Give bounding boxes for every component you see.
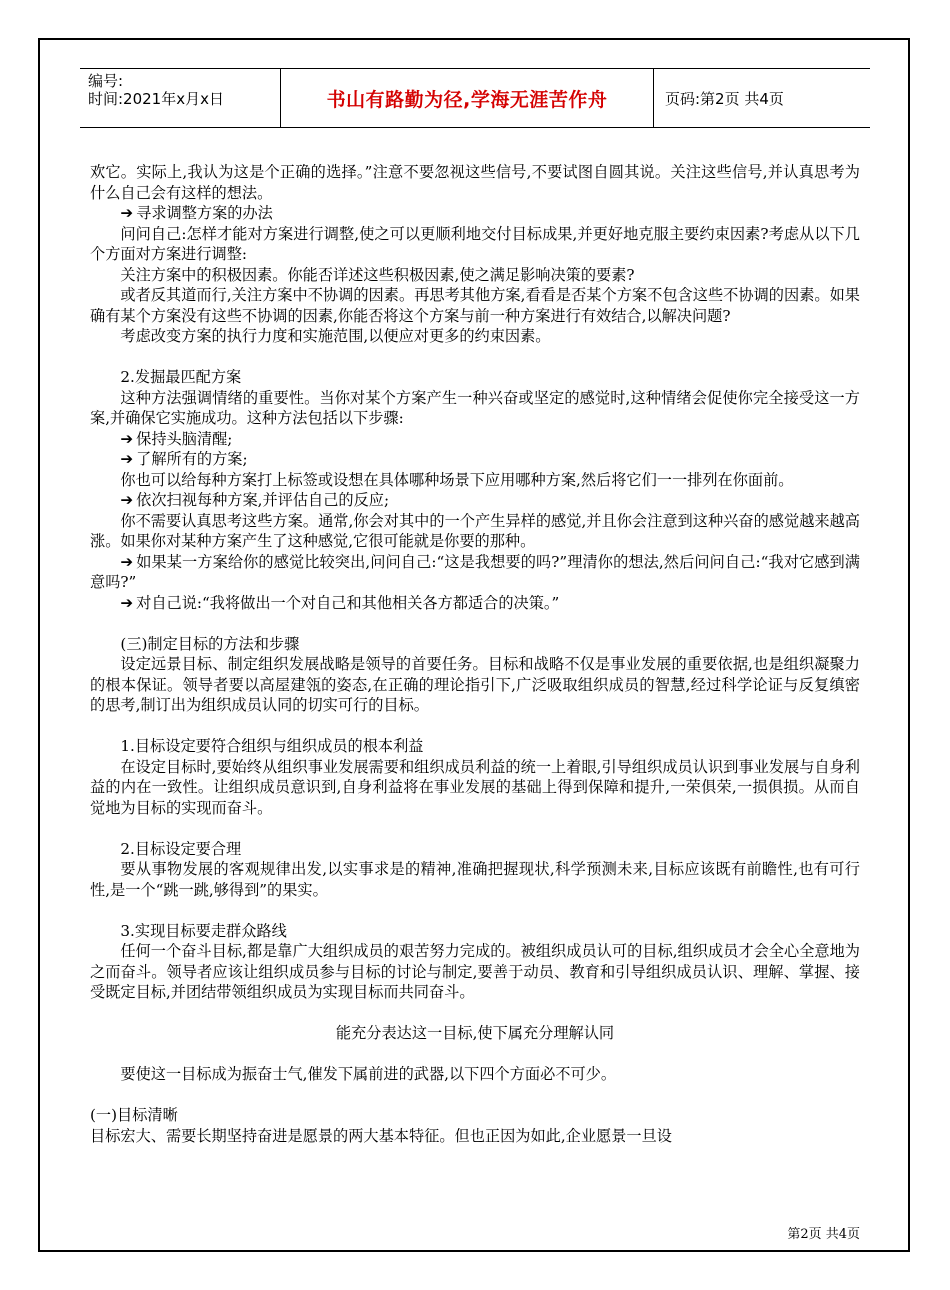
- document-body: [90, 162, 860, 1146]
- section-heading: 能充分表达这一目标,使下属充分理解认同: [335, 1024, 615, 1042]
- paragraph: 要从事物发展的客观规律出发,以实事求是的精神,准确把握现状,科学预测未来,目标应该既有前瞻性,也有可行性,是一个“跳一跳,够得到”的果实。: [90, 860, 860, 899]
- paragraph: 问问自己:怎样才能对方案进行调整,使之可以更顺利地交付目标成果,并更好地克服主要约束因素?考虑从以下几个方面对方案进行调整:: [90, 224, 860, 263]
- bullet-text: 了解所有的方案;: [136, 450, 248, 468]
- header-motto: 书山有路勤为径,学海无涯苦作舟: [280, 69, 654, 127]
- paragraph: 这种方法强调情绪的重要性。当你对某个方案产生一种兴奋或坚定的感觉时,这种情绪会促使你完全接受这一方案,并确保它实施成功。这种方法包括以下步骤:: [90, 388, 860, 427]
- paragraph-gap: [90, 613, 860, 634]
- paragraph: 关注方案中的积极因素。你能否详述这些积极因素,使之满足影响决策的要素?: [120, 265, 635, 284]
- number-label: 编号:: [88, 72, 124, 90]
- paragraph: 1.目标设定要符合组织与组织成员的根本利益: [120, 737, 424, 755]
- bullet-item: [90, 203, 860, 224]
- header-info: [88, 72, 224, 108]
- paragraph: 3.实现目标要走群众路线: [120, 921, 287, 940]
- paragraph: 考虑改变方案的执行力度和实施范围,以便应对更多的约束因素。: [120, 327, 551, 345]
- paragraph: 任何一个奋斗目标,都是靠广大组织成员的艰苦努力完成的。被组织成员认可的目标,组织成员才会全心全意地为之而奋斗。领导者应该让组织成员参与目标的讨论与制定,要善于动员、教育和引导组织成员认识、理解、掌握、接受既定目标,并团结带领组织成员为实现目标而共同奋斗。: [90, 942, 860, 1001]
- bullet-item: [90, 552, 860, 593]
- bullet-text: 保持头脑清醒;: [136, 429, 233, 448]
- bullet-text: 对自己说:“我将做出一个对自己和其他相关各方都适合的决策。”: [136, 593, 560, 612]
- bullet-text: 如果某一方案给你的感觉比较突出,问问自己:“这是我想要的吗?”理清你的想法,然后问问自己:“我对它感到满意吗?”: [90, 552, 860, 591]
- paragraph-gap: [90, 900, 860, 921]
- paragraph-gap: [90, 1085, 860, 1106]
- arrow-bullet-icon: ➔: [120, 593, 134, 612]
- paragraph: 在设定目标时,要始终从组织事业发展需要和组织成员利益的统一上着眼,引导组织成员认识到事业发展与自身利益的内在一致性。让组织成员意识到,自身利益将在事业发展的基础上得到保障和提升,一荣俱荣,一损俱损。从而自觉地为目标的实现而奋斗。: [90, 757, 860, 817]
- paragraph-gap: [90, 1044, 860, 1065]
- paragraph: 你不需要认真思考这些方案。通常,你会对其中的一个产生异样的感觉,并且你会注意到这种兴奋的感觉越来越高涨。如果你对某种方案产生了这种感觉,它很可能就是你要的那种。: [90, 511, 860, 550]
- page-header: [80, 68, 870, 128]
- bullet-text: 寻求调整方案的办法: [136, 204, 273, 222]
- paragraph-gap: [90, 818, 860, 839]
- paragraph: 2.发掘最匹配方案: [120, 368, 242, 386]
- arrow-bullet-icon: ➔: [120, 429, 134, 448]
- arrow-bullet-icon: ➔: [120, 450, 134, 468]
- paragraph: 目标宏大、需要长期坚持奋进是愿景的两大基本特征。但也正因为如此,企业愿景一旦设: [90, 1126, 672, 1145]
- paragraph: (三)制定目标的方法和步骤: [120, 634, 300, 653]
- paragraph-gap: [90, 347, 860, 368]
- paragraph: (一)目标清晰: [90, 1106, 178, 1124]
- bullet-text: 依次扫视每种方案,并评估自己的反应;: [136, 491, 390, 509]
- page-footer: 第2页 共4页: [787, 1227, 860, 1242]
- paragraph: 要使这一目标成为振奋士气,催发下属前进的武器,以下四个方面必不可少。: [120, 1065, 617, 1083]
- paragraph: 欢它。实际上,我认为这是个正确的选择。”注意不要忽视这些信号,不要试图自圆其说。关注这些信号,并认真思考为什么自己会有这样的想法。: [90, 163, 860, 202]
- paragraph: 你也可以给每种方案打上标签或设想在具体哪种场景下应用哪种方案,然后将它们一一排列在你面前。: [120, 470, 794, 489]
- paragraph: 或者反其道而行,关注方案中不协调的因素。再思考其他方案,看看是否某个方案不包含这些不协调的因素。如果确有某个方案没有这些不协调的因素,你能否将这个方案与前一种方案进行有效结合,以解决问题?: [90, 286, 860, 325]
- arrow-bullet-icon: ➔: [120, 552, 134, 571]
- bullet-item: [90, 429, 860, 450]
- paragraph-gap: [90, 1003, 860, 1024]
- arrow-bullet-icon: ➔: [120, 204, 134, 222]
- bullet-item: [90, 490, 860, 511]
- paragraph: 设定远景目标、制定组织发展战略是领导的首要任务。目标和战略不仅是事业发展的重要依据,也是组织凝聚力的根本保证。领导者要以高屋建瓴的姿态,在正确的理论指引下,广泛吸取组织成员的智慧,经过科学论证与反复缜密的思考,制订出为组织成员认同的切实可行的目标。: [90, 655, 860, 714]
- bullet-item: [90, 449, 860, 470]
- header-page-label: 页码:第2页 共4页: [665, 89, 784, 108]
- paragraph: 2.目标设定要合理: [120, 839, 242, 858]
- date-label: 时间:2021年x月x日: [88, 90, 224, 108]
- bullet-item: [90, 593, 860, 614]
- paragraph-gap: [90, 716, 860, 737]
- arrow-bullet-icon: ➔: [120, 491, 134, 509]
